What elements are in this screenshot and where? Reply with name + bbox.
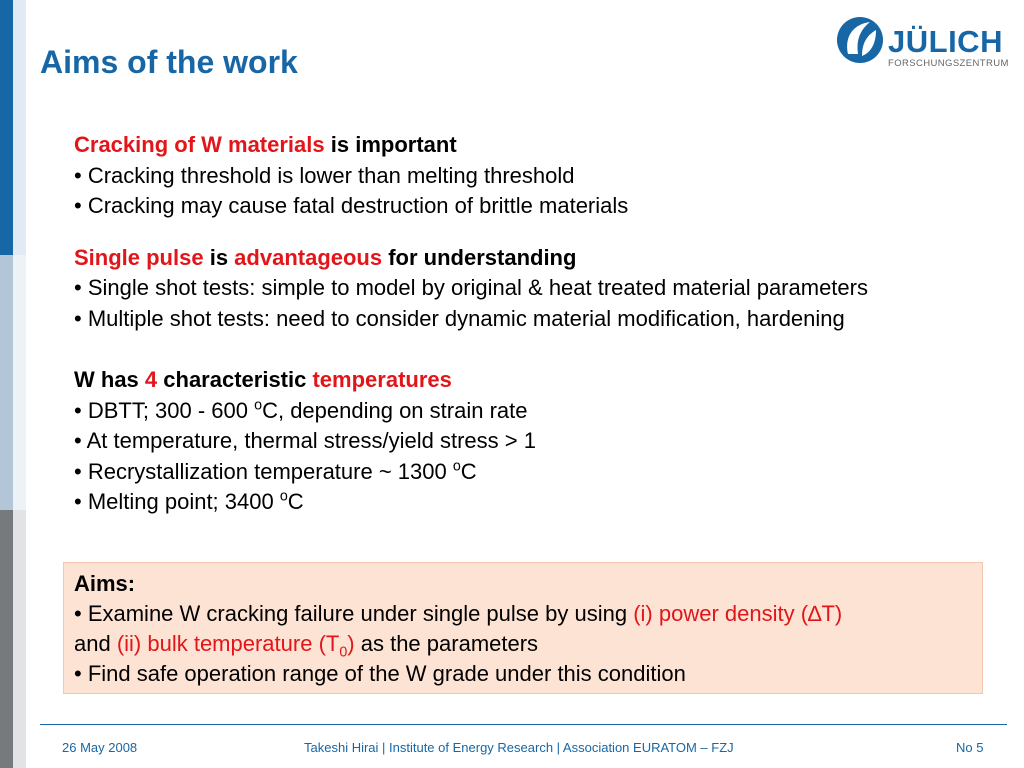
aims-text: and [74,631,117,656]
section1-bullet: • Cracking threshold is lower than melting threshold [74,162,575,188]
section3-heading-red: 4 [144,367,158,392]
aims-line2 [74,629,982,659]
left-bar-inner-mid [13,255,26,510]
footer-page-number: No 5 [956,740,984,755]
section3-heading-red: temperatures [312,367,452,392]
aims-line3: • Find safe operation range of the W grade under this condition [74,661,686,686]
left-bar-inner-bot [13,510,26,768]
aims-box [63,562,983,694]
section2-heading-red: Single pulse [74,244,204,270]
footer-divider [40,724,1007,725]
section2-bullet: • Single shot tests: simple to model by original & heat treated material parameters [74,275,868,300]
section2-heading-black: is [203,244,235,270]
section2-heading-red: advantageous [234,244,383,270]
bullet-text: C [287,489,304,514]
bullet-text: • Melting point; 3400 [74,489,280,514]
slide-content [74,130,1004,518]
section3-bullet-recryst [74,457,1004,488]
julich-logo-icon [836,14,884,66]
section1-heading-red: Cracking of W materials [74,132,325,157]
slide-title: Aims of the work [40,44,298,80]
section1-bullet: • Cracking may cause fatal destruction of brittle materials [74,193,629,218]
degree-sup: o [452,458,461,475]
subscript-zero: 0 [339,644,348,661]
section3-heading [74,365,1004,396]
section3-heading-black: characteristic [157,367,313,392]
aims-text-red: (i) power density (∆T) [633,601,843,626]
logo-wordmark: JÜLICH [888,24,1003,59]
section3-bullet-stress: • At temperature, thermal stress/yield stress > 1 [74,428,536,453]
aims-text-red: ) [347,631,355,656]
section2-bullet: • Multiple shot tests: need to consider dynamic material modification, hardening [74,305,845,331]
section3-bullet-dbtt [74,396,1004,427]
section3-heading-black: W has [74,367,145,392]
aims-text: • Examine W cracking failure under single pulse by using [74,601,634,626]
aims-line1 [74,599,982,629]
section3-bullet-melting [74,487,1004,518]
section1-heading [74,130,1004,161]
footer-author: Takeshi Hirai | Institute of Energy Research | Association EURATOM – FZJ [304,740,734,755]
bullet-text: C [460,458,477,484]
degree-sup: o [254,397,263,414]
julich-logo [836,12,1009,72]
logo-subtitle: FORSCHUNGSZENTRUM [888,58,1009,69]
aims-text: as the parameters [354,631,539,656]
bullet-text: • DBTT; 300 - 600 [74,397,255,423]
aims-heading: Aims: [74,571,136,596]
footer-date: 26 May 2008 [62,740,138,755]
degree-sup: o [279,488,288,505]
section2-heading [74,243,1004,274]
section1-heading-black: is important [324,132,457,157]
bullet-text: • Recrystallization temperature ~ 1300 [74,458,453,484]
bullet-text: C, depending on strain rate [262,397,528,423]
section2-heading-black: for understanding [382,244,577,270]
aims-text-red: (ii) bulk temperature (T [116,631,340,656]
left-bar-inner-top [13,0,26,255]
